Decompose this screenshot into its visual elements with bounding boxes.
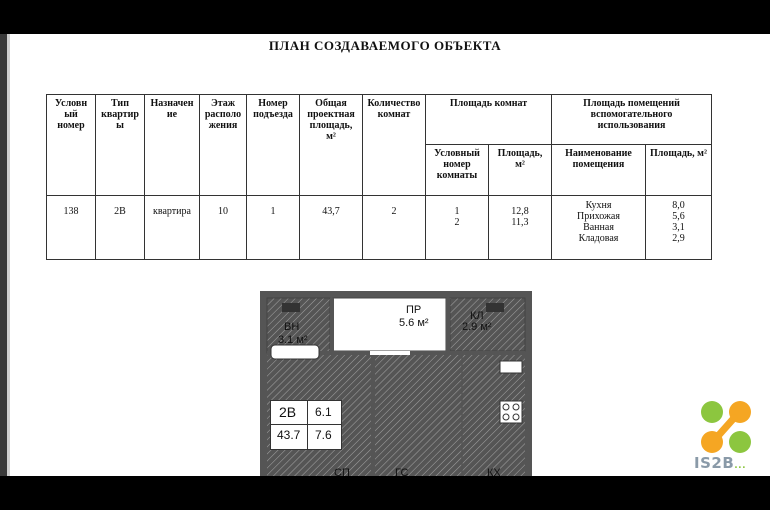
storage-label: КЛ <box>470 310 484 322</box>
cell-floor: 10 <box>200 196 247 260</box>
bath-label: ВН <box>284 321 300 333</box>
header-purpose: Назначен ие <box>145 95 200 196</box>
cell-room-count: 2 <box>363 196 426 260</box>
storage-area: 2.9 м² <box>462 321 492 333</box>
hall-area: 5.6 м² <box>399 317 429 329</box>
header-room-area: Площадь, м² <box>489 144 552 196</box>
document-title: ПЛАН СОЗДАВАЕМОГО ОБЪЕКТА <box>268 38 502 53</box>
cell-aux-names: Кухня Прихожая Ванная Кладовая <box>552 196 646 260</box>
living-label: ГС <box>395 467 409 479</box>
scan-bottom-border <box>0 476 770 510</box>
scan-left-edge <box>0 34 7 476</box>
wall-bedroom-living <box>371 355 375 476</box>
header-num: Условн ый номер <box>47 95 96 196</box>
cell-purpose: квартира <box>145 196 200 260</box>
cell-room-nums: 1 2 <box>426 196 489 260</box>
badge-type: 2В <box>279 404 297 420</box>
apartment-badge <box>270 400 342 450</box>
table-row <box>47 196 712 260</box>
logo-circle-green <box>701 401 723 423</box>
hall-label: ПР <box>406 304 422 316</box>
logo-text: IS2B... <box>694 454 747 472</box>
boiler-icon <box>282 303 300 312</box>
header-total-area: Общая проектная площадь, м² <box>300 95 363 196</box>
logo-link <box>718 418 734 436</box>
logo-circle-green <box>729 431 751 453</box>
header-room-num: Условный номер комнаты <box>426 144 489 196</box>
cell-room-areas: 12,8 11,3 <box>489 196 552 260</box>
scan-left-edge-light <box>7 34 10 476</box>
header-floor: Этаж располо жения <box>200 95 247 196</box>
wall-hall-storage <box>446 298 450 353</box>
bedroom-label: СП <box>334 467 350 479</box>
header-aux-value: Площадь, м² <box>646 144 712 196</box>
vent-icon <box>486 303 504 312</box>
badge-value-2: 7.6 <box>315 428 332 442</box>
header-type: Тип квартир ы <box>96 95 145 196</box>
badge-value-1: 6.1 <box>315 405 332 419</box>
cell-aux-values: 8,0 5,6 3,1 2,9 <box>646 196 712 260</box>
header-rooms-area: Площадь комнат <box>426 95 552 145</box>
cell-num: 138 <box>47 196 96 260</box>
kitchen-label: КХ <box>487 467 501 479</box>
stove-icon <box>500 401 522 423</box>
header-aux-name: Наименование помещения <box>552 144 646 196</box>
scan-top-border <box>0 0 770 34</box>
object-plan-table <box>46 94 712 260</box>
bath-area: 3.1 м² <box>278 334 308 346</box>
doorway <box>370 351 410 355</box>
cell-total-area: 43,7 <box>300 196 363 260</box>
header-room-count: Количество комнат <box>363 95 426 196</box>
bathtub-icon <box>271 345 319 359</box>
header-aux-area: Площадь помещений вспомогательного использования <box>552 95 712 145</box>
hall-room <box>333 298 446 351</box>
sink-icon <box>500 361 522 373</box>
header-entrance: Номер подъезда <box>247 95 300 196</box>
cell-entrance: 1 <box>247 196 300 260</box>
wall-bath-hall <box>330 298 334 353</box>
badge-total: 43.7 <box>277 428 301 442</box>
cell-type: 2В <box>96 196 145 260</box>
